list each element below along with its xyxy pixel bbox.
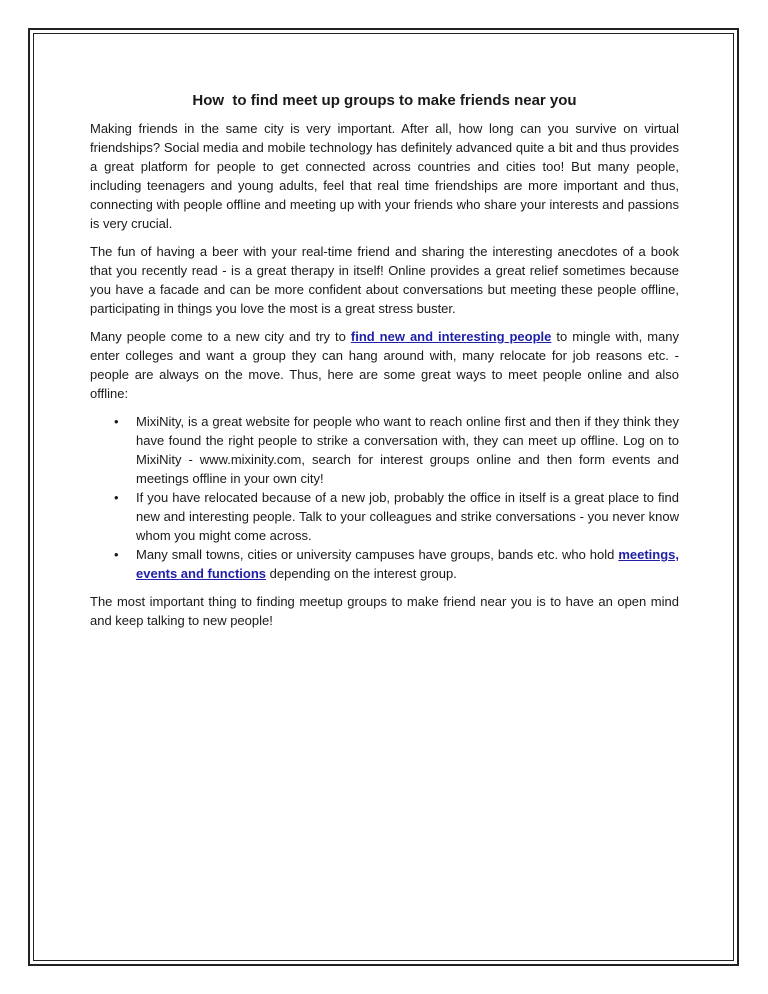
document-title: How to find meet up groups to make friends near you xyxy=(192,92,577,109)
ways-list xyxy=(90,412,679,583)
paragraph-new-city-text-before: Many people come to a new city and try to xyxy=(90,329,351,344)
list-item xyxy=(114,488,679,545)
list-item-text: If you have relocated because of a new job, probably the office in itself is a great place to find new and interesting people. Talk to your colleagues and strike conversations - you never know whom you might come across. xyxy=(136,490,679,543)
bullet-icon: • xyxy=(114,547,119,562)
list-item xyxy=(114,545,679,583)
list-item-text: MixiNity, is a great website for people who want to reach online first and then if they think they have found the right people to strike a conversation with, they can meet up offline. Log on to MixiNity - www.mixinity.com, search for interest groups online and then form events and meetings offline in your own city! xyxy=(136,414,679,486)
paragraph-closing: The most important thing to finding meetup groups to make friend near you is to have an open mind and keep talking to new people! xyxy=(90,594,679,628)
list-item-text-before: Many small towns, cities or university campuses have groups, bands etc. who hold xyxy=(136,547,619,562)
paragraph-beer: The fun of having a beer with your real-time friend and sharing the interesting anecdotes of a book that you recently read - is a great therapy in itself! Online provides a great relief sometimes because you have a facade and can be more confident about conversations but meeting these people offline, participating in things you love the most is a great stress buster. xyxy=(90,244,679,316)
paragraph-new-city-text-after: to mingle with, many enter colleges and want a group they can hang around with, many relocate for job reasons etc. - people are always on the move. Thus, here are some great ways to meet people online and also offline: xyxy=(90,329,679,401)
paragraph-new-city xyxy=(90,327,679,403)
bullet-icon: • xyxy=(114,414,119,429)
find-new-people-link[interactable]: find new and interesting people xyxy=(350,329,552,344)
meetings-events-link[interactable]: meetings, events and functions xyxy=(136,547,679,581)
list-item xyxy=(114,412,679,488)
paragraph-intro: Making friends in the same city is very important. After all, how long can you survive on virtual friendships? Social media and mobile technology has definitely advanced quite a bit and thus provides a great platform for people to get connected across countries and cities too! But many people, including teenagers and young adults, feel that real time friendships are more important and thus, connecting with people offline and meeting up with your friends who share your interests and passions is very crucial. xyxy=(90,121,679,231)
bullet-icon: • xyxy=(114,490,119,505)
list-item-text-after: depending on the interest group. xyxy=(266,566,457,581)
document-body xyxy=(90,91,679,639)
